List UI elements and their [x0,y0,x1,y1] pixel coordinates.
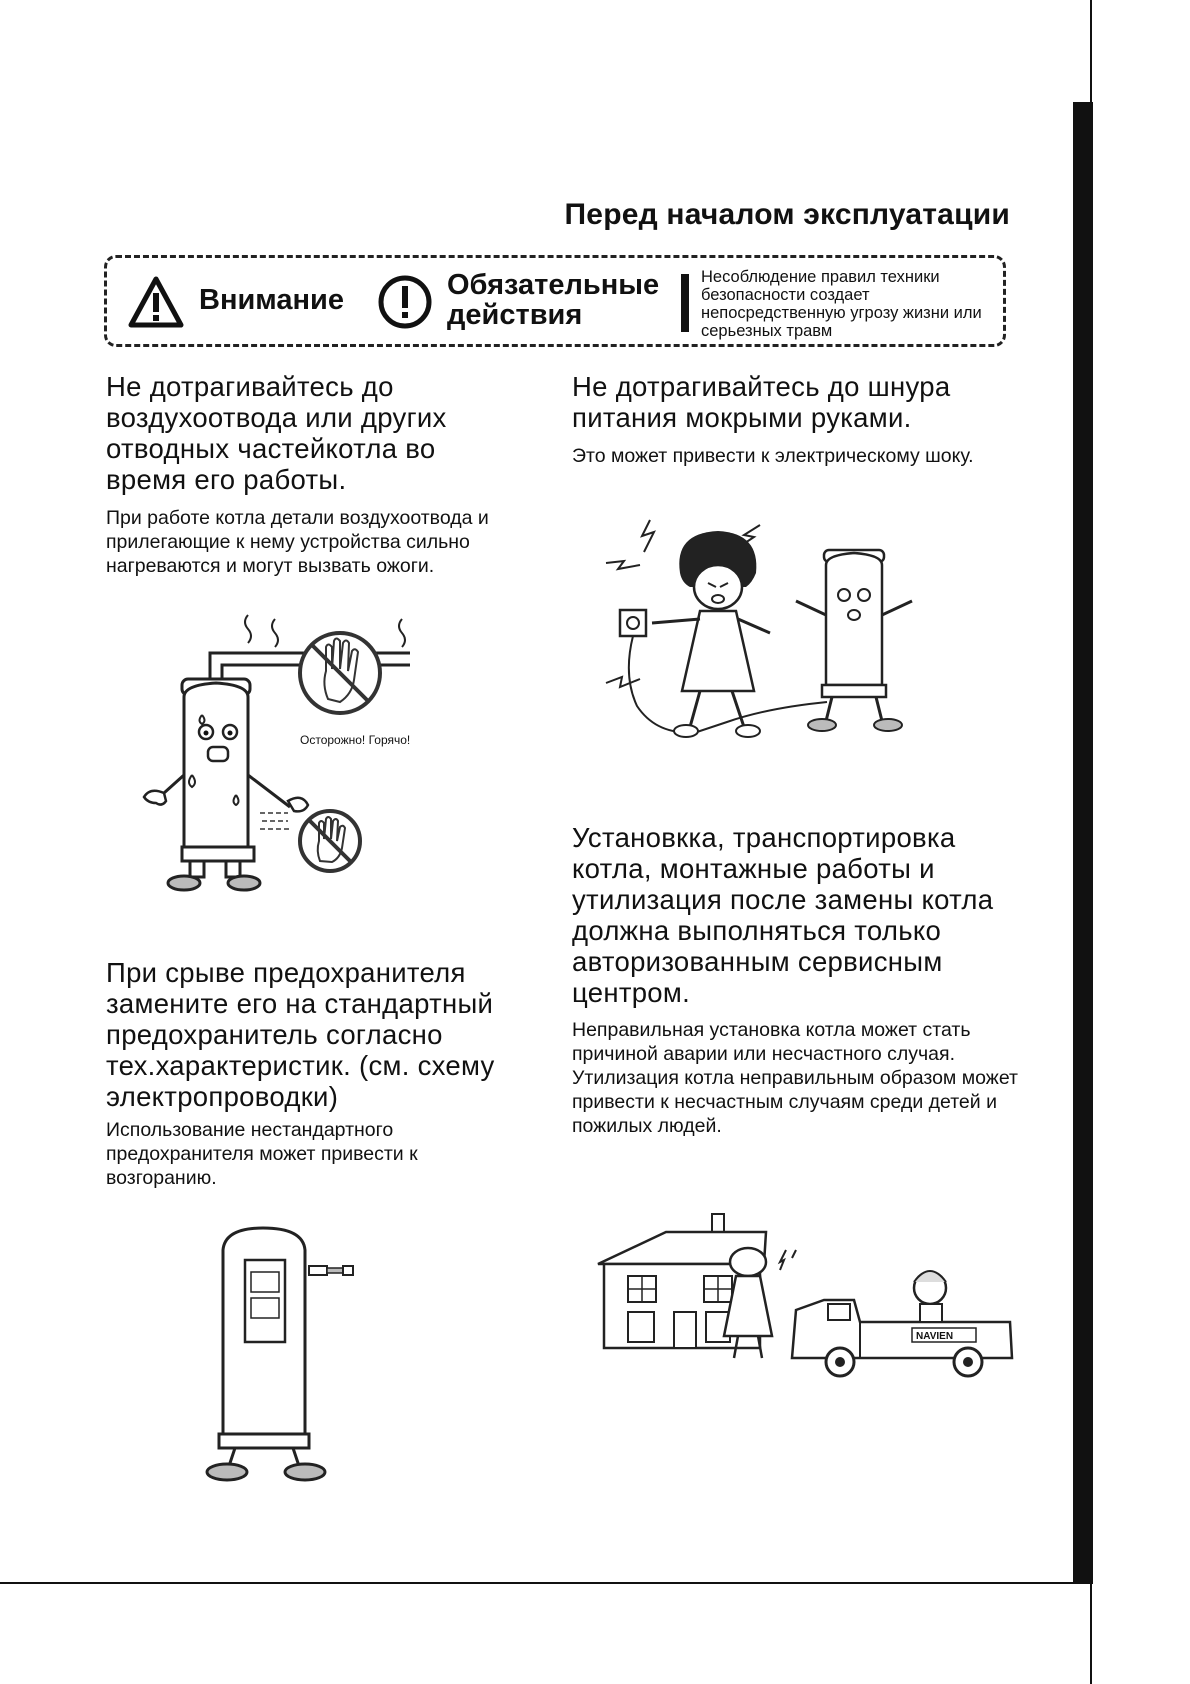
no-touch-hand-icon-small [300,811,360,871]
bottom-rule [0,1582,1092,1584]
phone-signal-icons [780,1250,796,1270]
page-title: Перед началом эксплуатации [564,198,1010,231]
warning-triangle-icon [127,275,185,329]
legend-note: Несоблюдение правил техники безопасности создает непосредственную угрозу жизни или серьезных травм [701,268,982,340]
section-hot-parts-heading: Не дотрагивайтесь до воздухоотвода или других отводных частейкотла во время его работы. [106,371,447,495]
safety-legend [104,255,1006,347]
hot-boiler-illustration [140,625,410,900]
section-authorized-service-body: Неправильная установка котла может стать причиной аварии или несчастного случая. Утилизация котла неправильным образом может привести к несчастным случаям среди детей и пожилых людей. [572,1019,1018,1137]
fuse-boiler-illustration [205,1226,365,1496]
section-authorized-service-heading: Установкка, транспортировка котла, монтажные работы и утилизация после замены котла должна выполняться только авторизованным сервисным центром. [572,822,994,1008]
mandatory-label: Обязательные действия [447,269,660,331]
legend-divider [681,274,689,332]
fuse-icon [309,1266,353,1275]
hot-caution-caption: Осторожно! Горячо! [300,733,411,747]
house-truck-illustration [596,1212,1016,1402]
electric-shock-illustration [600,515,930,755]
side-tab-bar [1073,102,1093,1584]
section-fuse-heading: При срыве предохранителя замените его на стандартный предохранитель согласно тех.характеристик. (см. схему электропроводки) [106,957,495,1112]
no-touch-hand-icon [300,633,380,713]
section-wet-hands-heading: Не дотрагивайтесь до шнура питания мокрыми руками. [572,371,951,433]
section-wet-hands-body: Это может привести к электрическому шоку. [572,445,974,467]
warning-label: Внимание [199,284,344,316]
exclamation-circle-icon [377,274,433,330]
section-fuse-body: Использование нестандартного предохранителя может привести к возгоранию. [106,1119,418,1189]
truck-brand-label: NAVIEN [916,1331,954,1342]
section-hot-parts-body: При работе котла детали воздухоотвода и прилегающие к нему устройства сильно нагреваются и могут вызвать ожоги. [106,507,489,577]
